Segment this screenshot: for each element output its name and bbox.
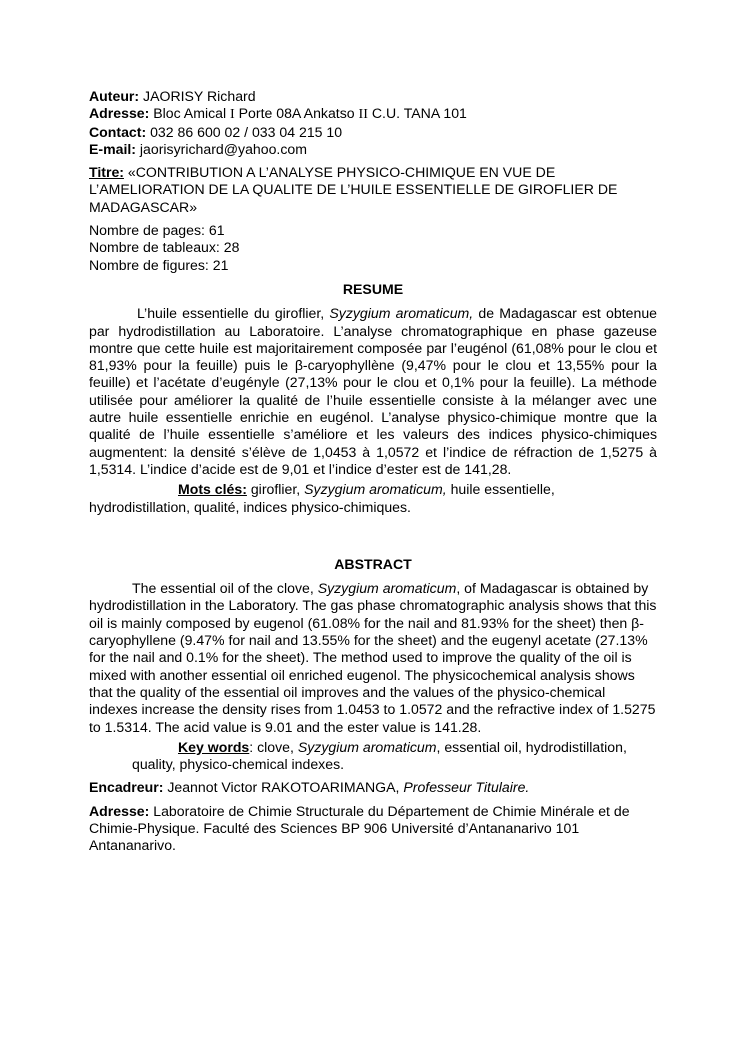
mots-cles-species: Syzygium aromaticum, (304, 481, 447, 498)
key-words-species: Syzygium aromaticum (297, 738, 437, 755)
mots-cles-a: giroflier, (250, 481, 301, 498)
email-line (89, 141, 657, 158)
contact-label: Contact: (89, 123, 147, 140)
abstract-text-a: The essential oil of the clove, (132, 580, 314, 597)
adresse-part1: Bloc Amical (153, 105, 227, 122)
adresse-line (89, 105, 657, 123)
abstract-species: Syzygium aromaticum (317, 580, 457, 597)
stat-figures: Nombre de figures: 21 (89, 256, 229, 273)
titre-line (89, 164, 657, 216)
resume-heading: RESUME (342, 280, 404, 297)
mots-cles-b: huile essentielle, hydrodistillation, qualité, indices physico-chimiques. (89, 481, 555, 515)
abstract-heading: ABSTRACT (334, 555, 412, 572)
encadreur-line (89, 779, 657, 796)
resume-text-a: L’huile essentielle du giroflier, (137, 305, 325, 322)
adresse-roman1: I (230, 106, 235, 123)
encadreur-label: Encadreur: (89, 779, 164, 796)
key-words-b: , essential oil, hydrodistillation, quality, physico-chemical indexes. (132, 738, 627, 773)
contact-value: 032 86 600 02 / 033 04 215 10 (150, 123, 343, 140)
email-label: E-mail: (89, 140, 136, 157)
resume-text-b: de Madagascar est obtenue par hydrodistillation au Laboratoire. L’analyse chromatographique en phase gazeuse montre que cette huile est majoritairement composée par l’eugénol (61,08% pour le clou et 81,93% pour la feuille) puis le β-caryophyllène (9,47% pour le clou et 13,55% pour la feuille) et l’acétate d’eugényle (27,13% pour le clou et 0,1% pour la feuille). La méthode utilisée pour améliorer la qualité de l’huile essentielle consiste à la mélanger avec une autre huile essentielle enrichie en eugénol. L’analyse physico-chimique montre que la qualité de l’huile essentielle s’améliore et les valeurs des indices physico-chimiques augmentent: la densité s’élève de 1,0453 à 1,0572 et l’indice de réfraction de 1,5275 à 1,5314. L’indice d’acide est de 9,01 et l’indice d’ester est de 141,28. (89, 305, 657, 477)
footer-adresse-value: Laboratoire de Chimie Structurale du Département de Chimie Minérale et de Chimie-Physique. Faculté des Sciences BP 906 Université d’Antananarivo 101 Antananarivo. (89, 802, 630, 854)
adresse-label: Adresse: (89, 105, 150, 122)
titre-label: Titre: (89, 164, 124, 181)
contact-line (89, 124, 657, 141)
key-words-line (89, 739, 657, 774)
email-value: jaorisyrichard@yahoo.com (139, 140, 307, 157)
encadreur-value: Jeannot Victor RAKOTOARIMANGA, (167, 779, 400, 796)
document-content (89, 88, 657, 855)
adresse-part3: C.U. TANA 101 (371, 105, 467, 122)
adresse-part2: Porte 08A Ankatso (238, 105, 355, 122)
titre-value: «CONTRIBUTION A L’ANALYSE PHYSICO-CHIMIQUE EN VUE DE L’AMELIORATION DE LA QUALITE DE L’HUILE ESSENTIELLE DE GIROFLIER DE MADAGASCAR» (89, 164, 618, 215)
auteur-value: JAORISY Richard (143, 88, 256, 104)
auteur-line (89, 88, 657, 105)
abstract-text-b: , of Madagascar is obtained by hydrodistillation in the Laboratory. The gas phase chromatographic analysis shows that this oil is mainly composed by eugenol (61.08% for the nail and 81.93% for the sheet) then β-caryophyllene (9.47% for nail and 13.55% for the sheet) and the eugenyl acetate (27.13% for the nail and 0.1% for the sheet). The method used to improve the quality of the oil is mixed with another essential oil enriched eugenol. The physicochemical analysis shows that the quality of the essential oil improves and the values of the physico-chemical indexes increase the density rises from 1.0453 to 1.0572 and the refractive index of 1.5275 to 1.5314. The acid value is 9.01 and the ester value is 141.28. (89, 580, 657, 735)
abstract-paragraph (89, 580, 657, 736)
resume-paragraph (89, 305, 657, 478)
key-words-a: : clove, (249, 738, 294, 755)
resume-species: Syzygium aromaticum, (329, 305, 474, 322)
encadreur-title: Professeur Titulaire. (403, 779, 530, 796)
mots-cles-line (89, 481, 657, 516)
stat-pages: Nombre de pages: 61 (89, 222, 225, 239)
footer-adresse-label: Adresse: (89, 802, 150, 819)
stats-block (89, 222, 657, 274)
mots-cles-label: Mots clés: (178, 481, 247, 498)
stat-tableaux: Nombre de tableaux: 28 (89, 239, 240, 256)
footer-adresse-line (89, 803, 657, 855)
adresse-roman2: II (358, 106, 368, 123)
auteur-label: Auteur: (89, 88, 140, 104)
key-words-label: Key words (178, 738, 250, 755)
